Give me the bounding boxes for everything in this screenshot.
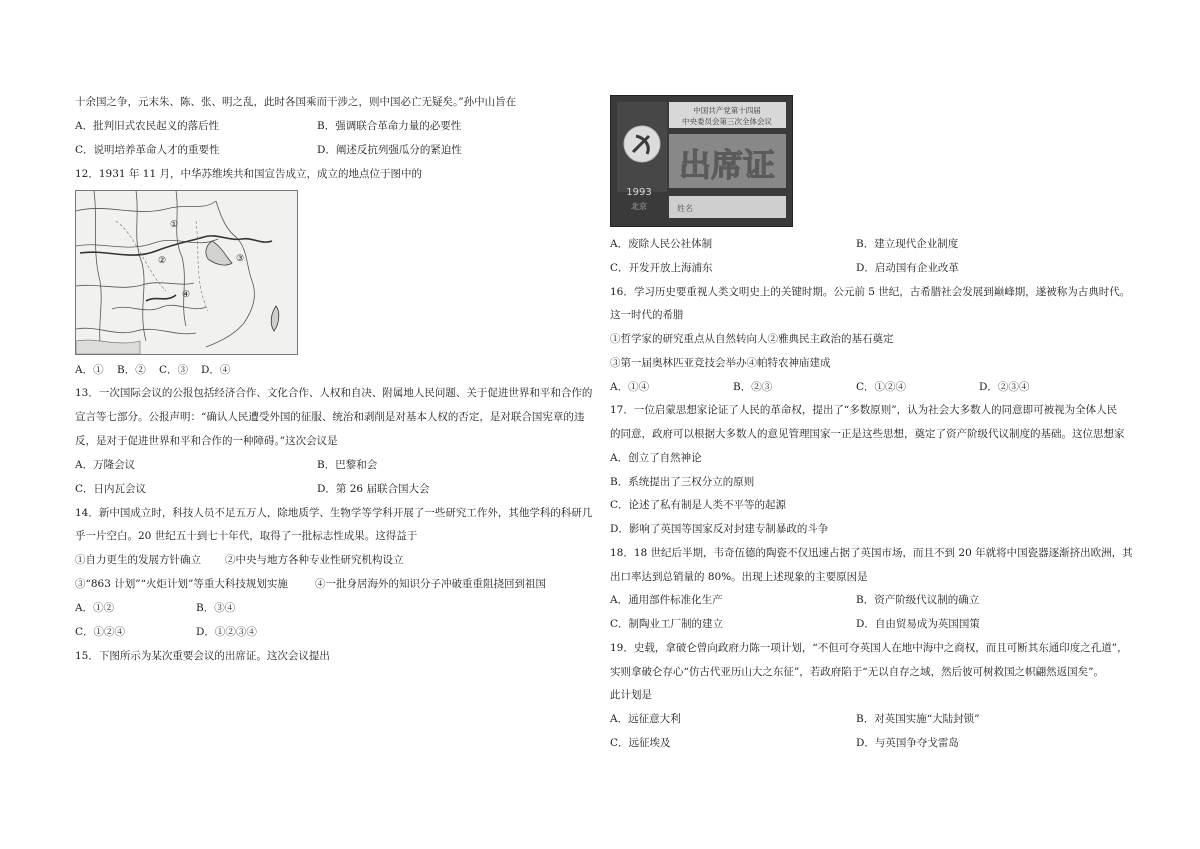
q14-option-d: D．①②③④	[196, 626, 257, 638]
q13-option-b: B．巴黎和会	[317, 459, 378, 471]
q14-option-b: B．③④	[196, 602, 236, 614]
map-drawing	[76, 191, 297, 354]
certificate-title-line-2: 中央委员会第三次全体会议	[682, 117, 772, 126]
q14-line-1: 14．新中国成立时，科技人员不足五万人，除地质学、生物学等学科开展了一些研究工作外，其他学科的科研几	[75, 507, 593, 519]
q13-line-1: 13．一次国际会议的公报包括经济合作、文化合作、人权和自决、附属地人民问题、关于促进世界和平和合作的	[75, 387, 593, 399]
map-marker-3: ③	[236, 254, 245, 264]
q18-option-b: B．资产阶级代议制的确立	[856, 594, 980, 606]
right-column	[610, 0, 1133, 849]
q16-line-4: ③第一届奥林匹亚竞技会举办④帕特农神庙建成	[610, 357, 831, 369]
q14-option-a: A．①②	[75, 602, 115, 614]
map-marker-2: ②	[158, 256, 167, 266]
q13-option-d: D．第 26 届联合国大会	[317, 483, 430, 495]
q17-option-b: B．系统提出了三权分立的原则	[610, 476, 755, 488]
china-map-figure	[75, 190, 298, 355]
q17-option-a: A．创立了自然神论	[610, 452, 702, 464]
q11-stem: 十余国之争，元末朱、陈、张、明之乱，此时各国乘而干涉之，则中国必亡无疑矣。”孙中山旨在	[75, 96, 517, 108]
q19-line-3: 此计划是	[610, 689, 652, 701]
q14-line-2: 乎一片空白。20 世纪五十到七十年代，取得了一批标志性成果。这得益于	[75, 530, 418, 542]
q12-option-a: A．①	[75, 364, 104, 376]
q19-line-1: 19．史载，拿破仑曾向政府力陈一项计划，“不但可夺英国人在地中海中之商权，而且可断其东通印度之孔道”，	[610, 642, 1128, 654]
q19-option-d: D．与英国争夺戈雷岛	[856, 737, 959, 749]
q11-option-c: C．说明培养革命人才的重要性	[75, 144, 220, 156]
certificate-city: 北京	[631, 202, 647, 211]
q17-option-c: C．论述了私有制是人类不平等的起源	[610, 499, 787, 511]
q17-option-d: D．影响了英国等国家反对封建专制暴政的斗争	[610, 523, 829, 535]
q19-line-2: 实则拿破仑存心“仿古代亚历山大之东征”，若政府陷于“无以自存之域，然后彼可树救国之帜翩然返国矣”。	[610, 666, 1104, 678]
q16-option-c: C．①②④	[856, 381, 907, 393]
q13-option-c: C．日内瓦会议	[75, 483, 147, 495]
q14-item-3: ③“863 计划”“火炬计划”等重大科技规划实施	[75, 578, 288, 590]
q13-option-a: A．万隆会议	[75, 459, 136, 471]
q14-item-1: ①自力更生的发展方针确立	[75, 554, 201, 566]
map-marker-1: ①	[170, 220, 179, 230]
q16-option-d: D．②③④	[979, 381, 1030, 393]
q17-line-2: 的同意，政府可以根据大多数人的意见管理国家一正是这些思想，奠定了资产阶级代议制度的基础。这位思想家	[610, 428, 1125, 440]
q12-stem: 12．1931 年 11 月，中华苏维埃共和国宣告成立，成立的地点位于图中的	[75, 168, 422, 180]
q19-option-c: C．远征埃及	[610, 737, 671, 749]
q16-line-1: 16．学习历史要重视人类文明史上的关键时期。公元前 5 世纪，古希腊社会发展到巅峰期，遂被称为古典时代。	[610, 286, 1131, 298]
q15-option-b: B．建立现代企业制度	[856, 238, 959, 250]
q18-option-a: A．通用部件标准化生产	[610, 594, 723, 606]
certificate-year: 1993	[626, 187, 652, 198]
q19-option-a: A．远征意大利	[610, 713, 681, 725]
q18-option-d: D．自由贸易成为英国国策	[856, 618, 980, 630]
q16-option-a: A．①④	[610, 381, 650, 393]
certificate-big-title: 出席证	[678, 146, 776, 184]
q19-option-b: B．对英国实施“大陆封锁”	[856, 713, 980, 725]
certificate-name-label: 姓名	[677, 204, 693, 213]
q15-stem: 15．下图所示为某次重要会议的出席证。这次会议提出	[75, 650, 330, 662]
q18-line-1: 18．18 世纪后半期，韦奇伍德的陶瓷不仅迅速占据了英国市场，而且不到 20 年就将中国瓷器逐渐挤出欧洲，其	[610, 547, 1133, 559]
q16-line-3: ①哲学家的研究重点从自然转向人②雅典民主政治的基石奠定	[610, 333, 894, 345]
q11-option-d: D．阐述反抗列强瓜分的紧迫性	[317, 144, 462, 156]
q14-item-2: ②中央与地方各种专业性研究机构设立	[225, 554, 404, 566]
q12-option-b: B．②	[117, 364, 146, 376]
q11-option-b: B．强调联合革命力量的必要性	[317, 120, 462, 132]
q16-option-b: B．②③	[733, 381, 773, 393]
q15-option-c: C．开发开放上海浦东	[610, 262, 713, 274]
q12-option-c: C．③	[159, 364, 189, 376]
q13-line-2: 宣言等七部分。公报声明：“确认人民遭受外国的征服、统治和剥削是对基本人权的否定，是对联合国宪章的违	[75, 411, 585, 423]
q15-option-d: D．启动国有企业改革	[856, 262, 959, 274]
q13-line-3: 反，是对于促进世界和平和合作的一种障碍。”这次会议是	[75, 435, 338, 447]
q18-line-2: 出口率达到总销量的 80%。出现上述现象的主要原因是	[610, 571, 868, 583]
q11-option-a: A．批判旧式农民起义的落后性	[75, 120, 220, 132]
q16-line-2: 这一时代的希腊	[610, 309, 684, 321]
q12-option-d: D．④	[201, 364, 231, 376]
q17-line-1: 17．一位启蒙思想家论证了人民的革命权，提出了“多数原则”，认为社会大多数人的同意即可被视为全体人民	[610, 404, 1118, 416]
map-marker-4: ④	[182, 290, 191, 300]
certificate-title-line-1: 中国共产党第十四届	[693, 106, 761, 115]
q18-option-c: C．制陶业工厂制的建立	[610, 618, 724, 630]
q14-option-c: C．①②④	[75, 626, 126, 638]
q14-item-4: ④一批身居海外的知识分子冲破重重阻挠回到祖国	[315, 578, 546, 590]
q15-option-a: A．废除人民公社体制	[610, 238, 713, 250]
left-column	[75, 0, 593, 849]
